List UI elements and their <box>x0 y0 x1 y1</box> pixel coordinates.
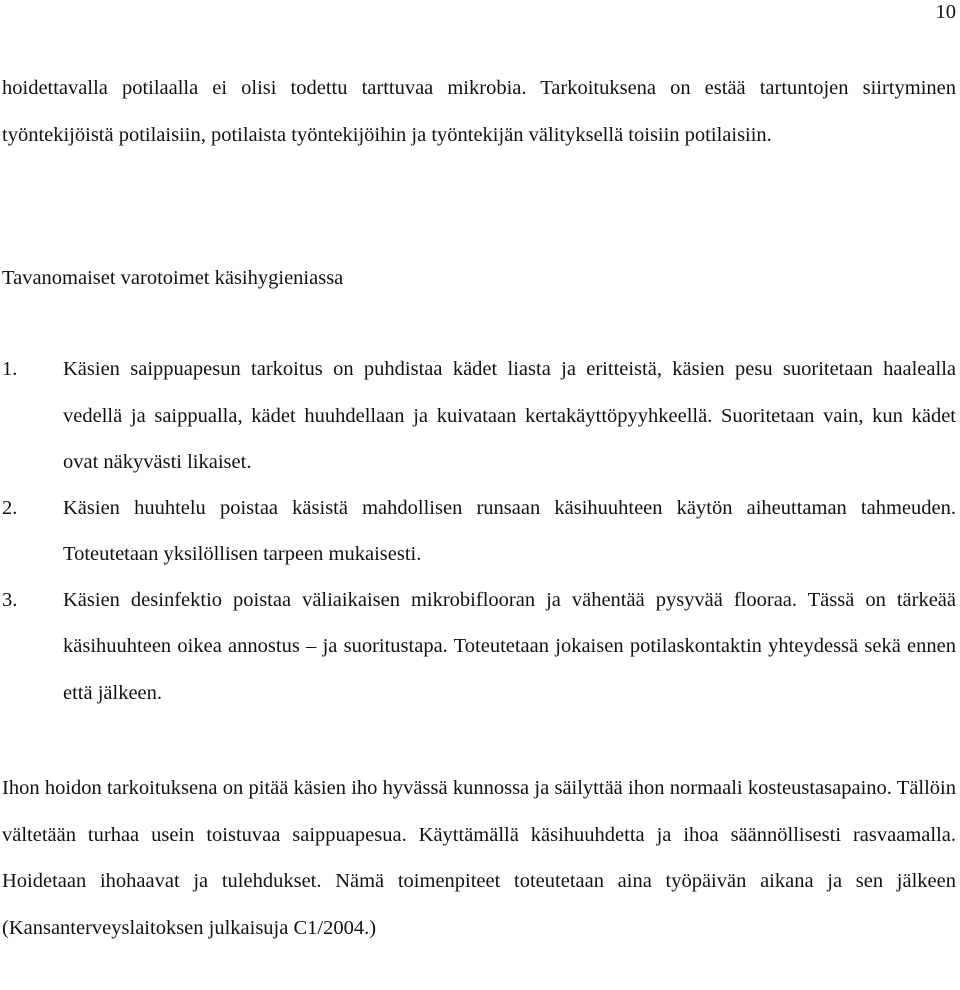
section-heading: Tavanomaiset varotoimet käsihygieniassa <box>2 267 344 289</box>
body-paragraph-skin-care: Ihon hoidon tarkoituksena on pitää käsien iho hyvässä kunnossa ja säilyttää ihon normaali kosteustasapaino. Tällöin vältetään turhaa usein toistuvaa saippuapesua. Käyttämällä käsihuuhdetta ja ihoa säännöllisesti rasvaamalla. Hoidetaan ihohaavat ja tulehdukset. Nämä toimenpiteet toteutetaan aina työpäivän aikana ja sen jälkeen (Kansanterveyslaitoksen julkaisuja C1/2004.) <box>2 777 956 939</box>
page-number: 10 <box>935 1 956 23</box>
list-item <box>2 577 956 717</box>
body-paragraph-intro: hoidettavalla potilaalla ei olisi todettu tarttuvaa mikrobia. Tarkoituksena on estää tartuntojen siirtyminen työntekijöistä potilaisiin, potilaista työntekijöihin ja työntekijän välityksellä toisiin potilaisiin. <box>2 77 956 146</box>
list-item-number: 2. <box>2 496 18 519</box>
list-item-number: 1. <box>2 358 18 380</box>
list-item <box>2 485 956 578</box>
list-item-text: Käsien huuhtelu poistaa käsistä mahdollisen runsaan käsihuuhteen käytön aiheuttaman tahmeuden. Toteutetaan yksilöllisen tarpeen mukaisesti. <box>63 496 956 565</box>
list-item-text: Käsien saippuapesun tarkoitus on puhdistaa kädet liasta ja eritteistä, käsien pesu suoritetaan haalealla vedellä ja saippualla, kädet huuhdellaan ja kuivataan kertakäyttöpyyhkeellä. Suoritetaan vain, kun kädet ovat näkyvästi likaiset. <box>63 358 956 473</box>
list-item <box>2 346 956 486</box>
list-item-text: Käsien desinfektio poistaa väliaikaisen mikrobiflooran ja vähentää pysyvää flooraa. Tässä on tärkeää käsihuuhteen oikea annostus – ja suoritustapa. Toteutetaan jokaisen potilaskontaktin yhteydessä sekä ennen että jälkeen. <box>63 588 956 704</box>
list-item-number: 3. <box>2 588 18 611</box>
numbered-list <box>2 346 956 715</box>
